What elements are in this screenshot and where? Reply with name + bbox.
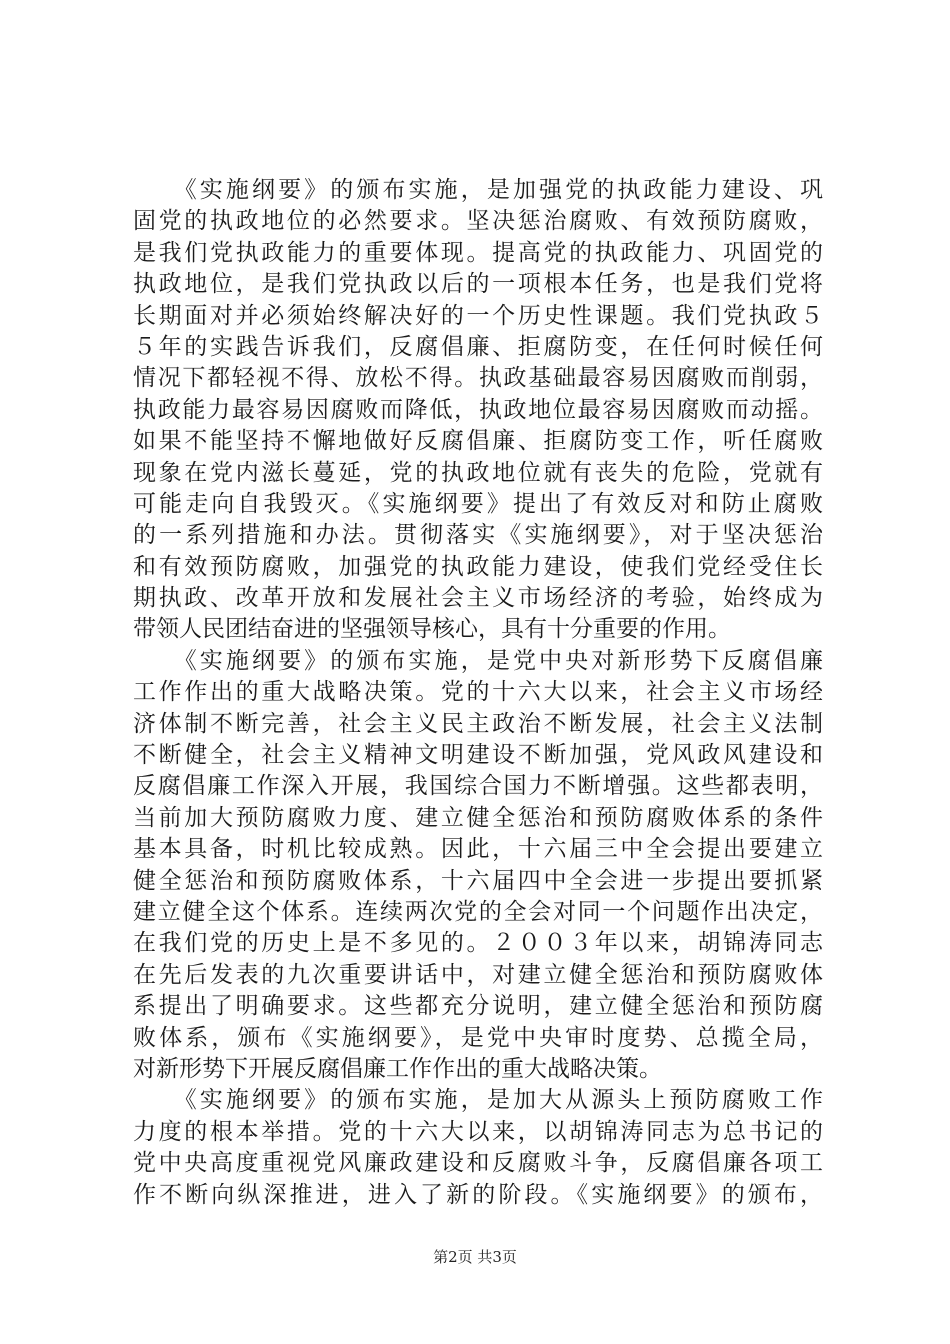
page-footer: 第2页 共3页 — [433, 1248, 517, 1266]
text-line: 固党的执政地位的必然要求。坚决惩治腐败、有效预防腐败， — [133, 208, 823, 235]
text-line: 作不断向纵深推进，进入了新的阶段。《实施纲要》的颁布， — [133, 1181, 823, 1208]
text-line: 在先后发表的九次重要讲话中，对建立健全惩治和预防腐败体 — [133, 961, 823, 988]
text-line: 基本具备，时机比较成熟。因此，十六届三中全会提出要建立 — [133, 836, 823, 863]
text-line: 期执政、改革开放和发展社会主义市场经济的考验，始终成为 — [133, 585, 823, 612]
text-line: 在我们党的历史上是不多见的。２００３年以来，胡锦涛同志 — [133, 930, 823, 957]
document-body — [133, 175, 823, 1211]
text-line: 《实施纲要》的颁布实施，是加大从源头上预防腐败工作 — [133, 1087, 823, 1114]
text-line: 《实施纲要》的颁布实施，是加强党的执政能力建设、巩 — [133, 177, 823, 203]
text-line: 的一系列措施和办法。贯彻落实《实施纲要》，对于坚决惩治 — [133, 522, 823, 549]
text-line: 长期面对并必须始终解决好的一个历史性课题。我们党执政５ — [133, 302, 823, 329]
text-line: 健全惩治和预防腐败体系，十六届四中全会进一步提出要抓紧 — [133, 867, 823, 894]
text-line: 如果不能坚持不懈地做好反腐倡廉、拒腐防变工作，听任腐败 — [133, 428, 823, 455]
text-line: 不断健全，社会主义精神文明建设不断加强，党风政风建设和 — [133, 742, 823, 769]
text-line: 现象在党内滋长蔓延，党的执政地位就有丧失的危险，党就有 — [133, 459, 823, 486]
text-line: 反腐倡廉工作深入开展，我国综合国力不断增强。这些都表明， — [133, 773, 823, 800]
text-line: 情况下都轻视不得、放松不得。执政基础最容易因腐败而削弱， — [133, 365, 823, 392]
text-line: 执政能力最容易因腐败而降低，执政地位最容易因腐败而动摇。 — [133, 396, 823, 423]
text-line: 力度的根本举措。党的十六大以来，以胡锦涛同志为总书记的 — [133, 1118, 823, 1145]
text-line: 和有效预防腐败，加强党的执政能力建设，使我们党经受住长 — [133, 553, 823, 580]
text-line: 是我们党执政能力的重要体现。提高党的执政能力、巩固党的 — [133, 239, 823, 266]
text-line: 《实施纲要》的颁布实施，是党中央对新形势下反腐倡廉 — [133, 647, 823, 674]
text-line: 当前加大预防腐败力度、建立健全惩治和预防腐败体系的条件 — [133, 804, 823, 831]
text-line: 工作作出的重大战略决策。党的十六大以来，社会主义市场经 — [133, 679, 823, 706]
text-line: 带领人民团结奋进的坚强领导核心，具有十分重要的作用。 — [133, 616, 731, 643]
text-line: 建立健全这个体系。连续两次党的全会对同一个问题作出决定， — [133, 898, 823, 925]
text-line: 对新形势下开展反腐倡廉工作作出的重大战略决策。 — [133, 1055, 662, 1082]
text-line: 败体系，颁布《实施纲要》，是党中央审时度势、总揽全局， — [133, 1024, 823, 1051]
text-line: 可能走向自我毁灭。《实施纲要》提出了有效反对和防止腐败 — [133, 490, 823, 517]
text-line: 执政地位，是我们党执政以后的一项根本任务，也是我们党将 — [133, 271, 823, 298]
text-line: 系提出了明确要求。这些都充分说明，建立健全惩治和预防腐 — [133, 993, 823, 1020]
text-line: 党中央高度重视党风廉政建设和反腐败斗争，反腐倡廉各项工 — [133, 1150, 823, 1177]
text-line: ５年的实践告诉我们，反腐倡廉、拒腐防变，在任何时候任何 — [133, 333, 823, 360]
text-line: 济体制不断完善，社会主义民主政治不断发展，社会主义法制 — [133, 710, 823, 737]
